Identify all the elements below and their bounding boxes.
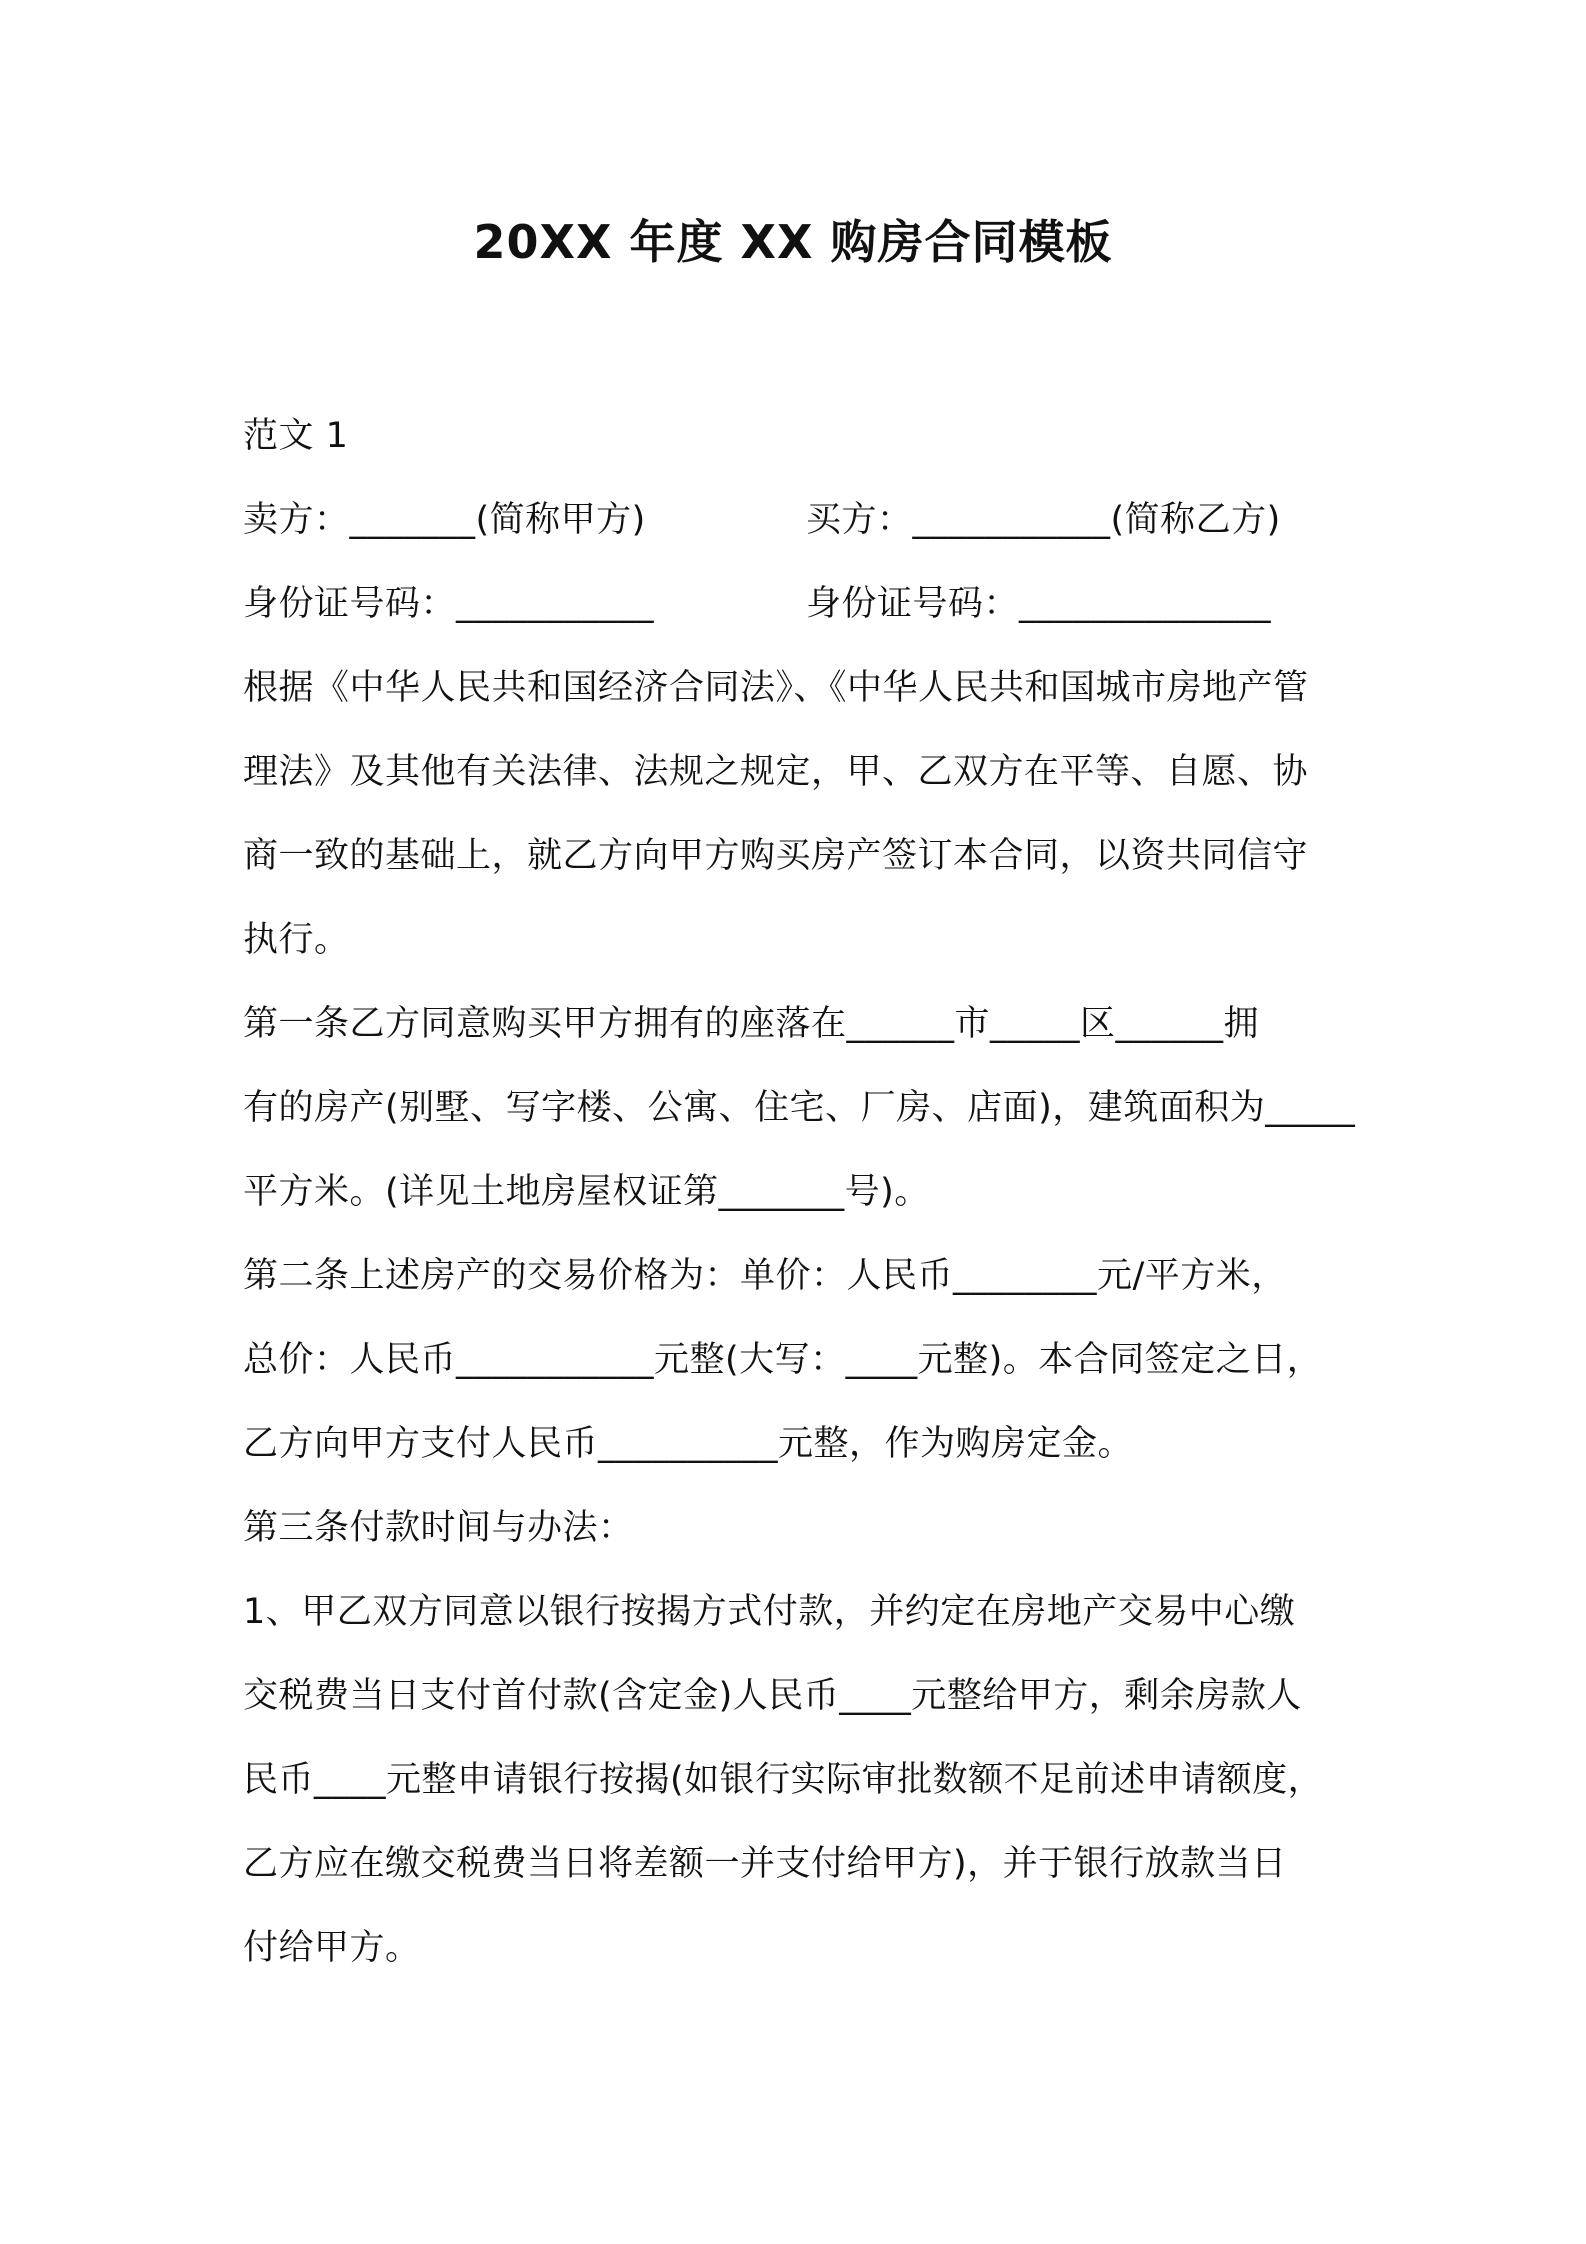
article-2-line: 乙方向甲方支付人民币__________元整，作为购房定金。 <box>243 1424 1134 1464</box>
seller-line: 卖方：_______(简称甲方) <box>243 500 646 540</box>
article-1-line: 平方米。(详见土地房屋权证第_______号)。 <box>243 1172 930 1212</box>
paragraph-line: 执行。 <box>243 920 350 960</box>
article-3-line: 民币____元整申请银行按揭(如银行实际审批数额不足前述申请额度， <box>243 1760 1324 1800</box>
buyer-line: 买方：___________(简称乙方) <box>806 500 1281 540</box>
article-3-line: 1、甲乙双方同意以银行按揭方式付款，并约定在房地产交易中心缴 <box>243 1592 1296 1632</box>
article-3-line: 乙方应在缴交税费当日将差额一并支付给甲方)，并于银行放款当日 <box>243 1844 1287 1884</box>
buyer-id-line: 身份证号码：______________ <box>806 584 1272 624</box>
document-title: 20XX 年度 XX 购房合同模板 <box>473 215 1113 269</box>
sample-label: 范文 1 <box>243 416 349 456</box>
paragraph-line: 根据《中华人民共和国经济合同法》、《中华人民共和国城市房地产管 <box>243 668 1309 708</box>
article-3-line: 交税费当日支付首付款(含定金)人民币____元整给甲方，剩余房款人 <box>243 1676 1302 1716</box>
seller-id-line: 身份证号码：___________ <box>243 584 655 624</box>
article-2-line: 第二条上述房产的交易价格为：单价：人民币________元/平方米， <box>243 1256 1287 1296</box>
paragraph-line: 商一致的基础上，就乙方向甲方购买房产签订本合同，以资共同信守 <box>243 836 1309 876</box>
paragraph-line: 理法》及其他有关法律、法规之规定，甲、乙双方在平等、自愿、协 <box>243 752 1309 792</box>
article-1-line: 有的房产(别墅、写字楼、公寓、住宅、厂房、店面)，建筑面积为_____ <box>243 1088 1356 1128</box>
article-3-line: 付给甲方。 <box>243 1928 421 1968</box>
article-3-heading: 第三条付款时间与办法： <box>243 1508 634 1548</box>
article-2-line: 总价：人民币___________元整(大写：____元整)。本合同签定之日， <box>243 1340 1323 1380</box>
article-1-line: 第一条乙方同意购买甲方拥有的座落在______市_____区______拥 <box>243 1004 1260 1044</box>
